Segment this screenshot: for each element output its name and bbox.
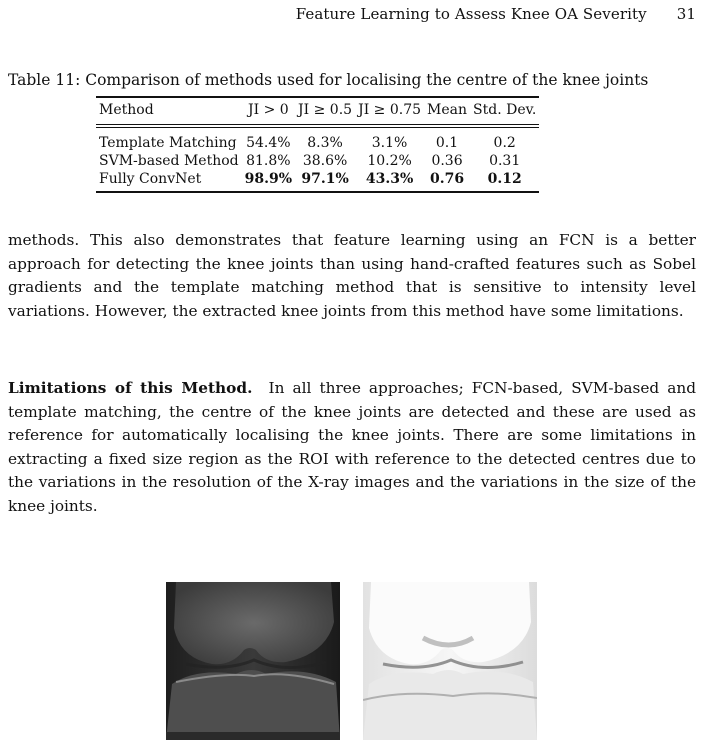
header-ji-ge-05: JI ≥ 0.5 [298, 102, 353, 118]
table-cell-best: 97.1% [295, 170, 355, 192]
table-row [96, 170, 539, 192]
header-ji-gt-0: JI > 0 [247, 102, 289, 118]
limitations-body: In all three approaches; FCN-based, SVM-based and template matching, the centre of the knee joints are detected and these are used as reference for automatically localising the knee joints. There are some limitations in extracting a fixed size region as the ROI with reference to the detected centres due to the variations in the resolution of the X-ray images and the variations in the size of the knee joints. [8, 379, 696, 515]
results-table [96, 96, 539, 193]
table-cell: 0.1 [435, 135, 459, 151]
body-paragraph: methods. This also demonstrates that feature learning using an FCN is a better approach for detecting the knee joints than using hand-crafted features such as Sobel gradients and the template matching method that is sensitive to intensity level variations. However, the extracted knee joints from this method have some limitations. [8, 231, 696, 320]
knee-xray-original [166, 582, 340, 740]
limitations-paragraph [8, 377, 696, 518]
header-method: Method [99, 102, 154, 118]
table-cell: Template Matching [99, 135, 237, 151]
table-cell: 0.2 [493, 135, 516, 151]
table-cell: 54.4% [246, 135, 291, 151]
table-row [96, 152, 539, 170]
table-caption: Table 11: Comparison of methods used for localising the centre of the knee joints [8, 71, 649, 89]
table-row [96, 126, 539, 152]
limitations-heading: Limitations of this Method. [8, 379, 253, 397]
table-cell-best: 0.76 [424, 170, 470, 192]
table-cell: SVM-based Method [99, 153, 239, 169]
table-header-row [96, 97, 539, 126]
table-cell-best: 98.9% [242, 170, 295, 192]
header-std-dev: Std. Dev. [473, 102, 537, 118]
table-cell-best: 43.3% [355, 170, 424, 192]
table-cell: 8.3% [307, 135, 343, 151]
header-ji-ge-075: JI ≥ 0.75 [358, 102, 422, 118]
header-mean: Mean [427, 102, 468, 118]
running-head-title: Feature Learning to Assess Knee OA Severity [295, 5, 647, 23]
running-head [296, 5, 696, 23]
table-cell: 38.6% [302, 153, 348, 169]
table-cell: 3.1% [371, 135, 408, 151]
knee-xray-enhanced [363, 582, 537, 740]
table-cell: Fully ConvNet [96, 170, 242, 192]
table-cell: 10.2% [367, 153, 412, 169]
table-cell: 0.36 [431, 153, 463, 169]
table-cell-best: 0.12 [470, 170, 539, 192]
table-cell: 0.31 [489, 153, 521, 169]
page-number: 31 [676, 5, 696, 23]
table-cell: 81.8% [246, 153, 291, 169]
